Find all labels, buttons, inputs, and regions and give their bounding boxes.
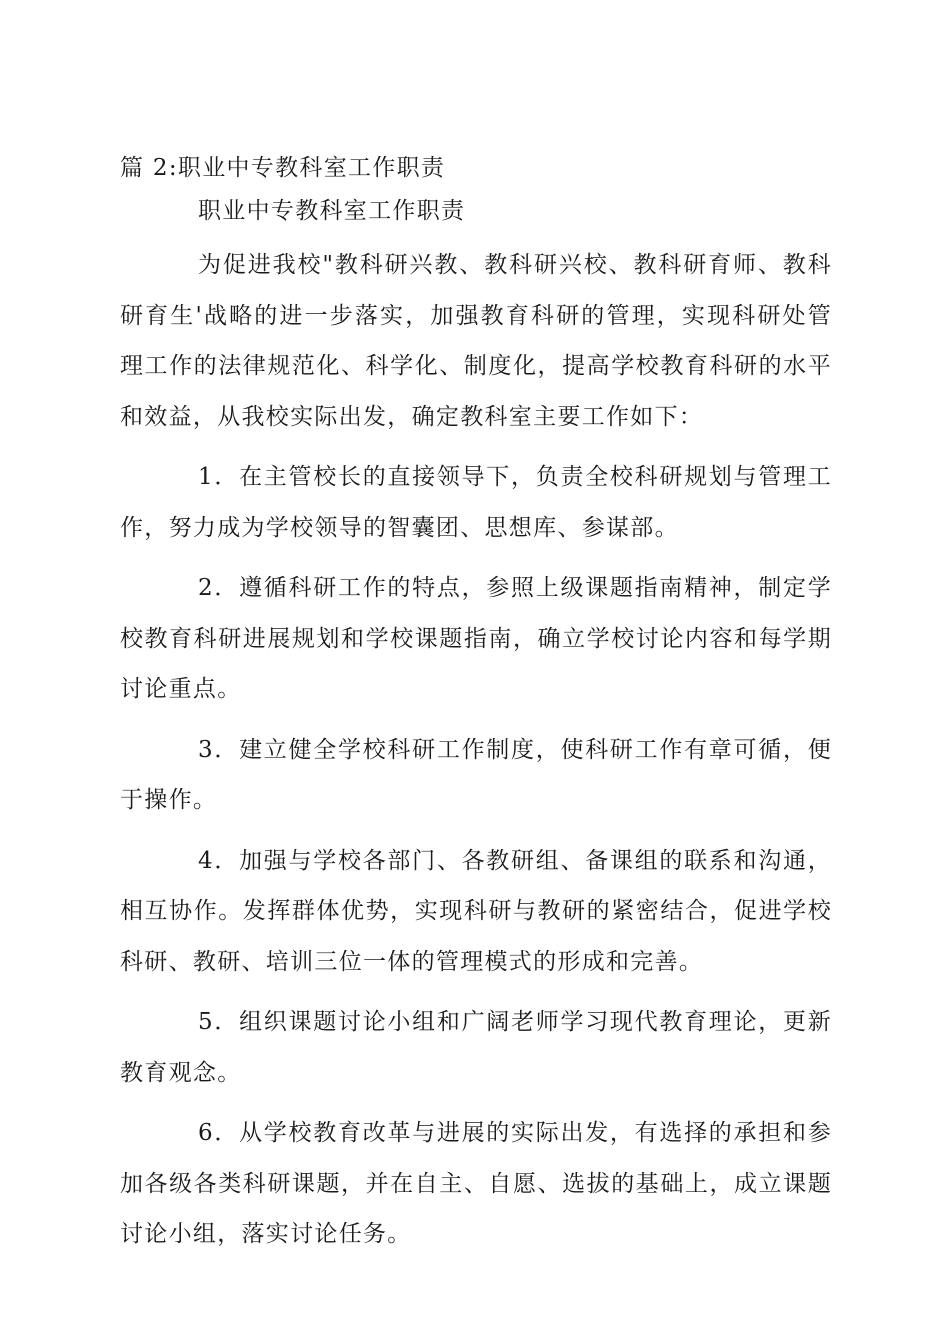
- duty-item-4: 4．加强与学校各部门、各教研组、备课组的联系和沟通，相互协作。发挥群体优势，实现科研与教研的紧密结合，促进学校科研、教研、培训三位一体的管理模式的形成和完善。: [120, 847, 832, 975]
- intro-paragraph: 为促进我校"教科研兴教、教科研兴校、教科研育师、教科研育生'战略的进一步落实，加强教育科研的管理，实现科研处管理工作的法律规范化、科学化、制度化，提高学校教育科研的水平和效益，从我校实际出发，确定教科室主要工作如下：: [120, 252, 832, 430]
- duty-item-3: 3．建立健全学校科研工作制度，使科研工作有章可循，便于操作。: [120, 736, 832, 813]
- document-subheading: 职业中专教科室工作职责: [198, 198, 466, 224]
- duty-item-6: 6．从学校教育改革与进展的实际出发，有选择的承担和参加各级各类科研课题，并在自主、自愿、选拔的基础上，成立课题讨论小组，落实讨论任务。: [120, 1120, 832, 1247]
- duty-item-1: 1．在主管校长的直接领导下，负责全校科研规划与管理工作，努力成为学校领导的智囊团、思想库、参谋部。: [120, 464, 832, 541]
- duty-item-2: 2．遵循科研工作的特点，参照上级课题指南精神，制定学校教育科研进展规划和学校课题指南，确立学校讨论内容和每学期讨论重点。: [120, 575, 832, 702]
- document-body: [120, 148, 832, 1260]
- document-heading: 篇 2:职业中专教科室工作职责: [120, 155, 446, 181]
- duty-item-5: 5．组织课题讨论小组和广阔老师学习现代教育理论，更新教育观念。: [120, 1009, 832, 1086]
